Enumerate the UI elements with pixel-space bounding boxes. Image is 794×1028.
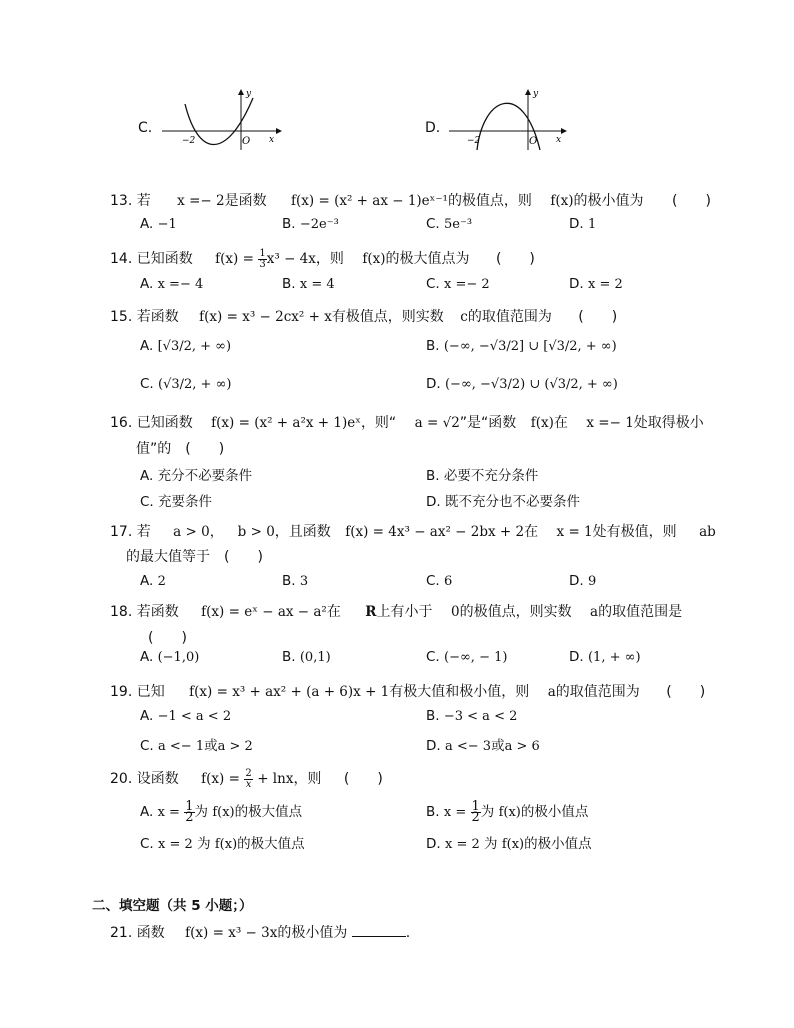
question-17: 17. 若 a > 0， b > 0，且函数 f(x) = 4x³ − ax² − 2bx + 2在 x = 1处有极值，则 ab (110, 524, 716, 540)
option-c-label: C. (138, 120, 153, 136)
question-18-cont: ( ) (148, 630, 187, 646)
q14-option-a[interactable]: A. x =− 4 (140, 276, 204, 292)
svg-text:O: O (529, 136, 538, 147)
q16-option-b[interactable]: B. 必要不充分条件 (426, 468, 539, 484)
question-16: 16. 已知函数 f(x) = (x² + a²x + 1)eˣ，则“ a = √2”是“函数 f(x)在 x =− 1处取得极小 (110, 415, 704, 431)
graph-c (158, 86, 283, 152)
q18-option-d[interactable]: D. (1, + ∞) (569, 649, 641, 665)
q19-option-d[interactable]: D. a <− 3或a > 6 (426, 738, 540, 754)
q18-option-b[interactable]: B. (0,1) (282, 649, 331, 665)
q17-option-a[interactable]: A. 2 (140, 573, 166, 589)
q15-option-b[interactable]: B. (−∞, −√3/2] ∪ [√3/2, + ∞) (426, 338, 617, 354)
question-19: 19. 已知 f(x) = x³ + ax² + (a + 6)x + 1有极大值和极小值，则 a的取值范围为 ( ) (110, 684, 706, 700)
q18-option-a[interactable]: A. (−1,0) (140, 649, 200, 665)
section-title-fill-in: 二、填空题（共 5 小题；） (92, 898, 253, 914)
q20-option-a[interactable]: A. x = $\frac{1}{2}$ 为 f(x)的极大值点 (140, 798, 303, 825)
q18-option-c[interactable]: C. (−∞, − 1) (426, 649, 508, 665)
q19-option-a[interactable]: A. −1 < a < 2 (140, 708, 232, 724)
svg-text:−2: −2 (182, 136, 196, 146)
q13-option-d[interactable]: D. 1 (569, 216, 597, 232)
answer-blank[interactable] (352, 924, 406, 937)
q20-option-d[interactable]: D. x = 2 为 f(x)的极小值点 (426, 836, 592, 852)
q14-option-c[interactable]: C. x =− 2 (426, 276, 490, 292)
q14-option-b[interactable]: B. x = 4 (282, 276, 335, 292)
q16-option-d[interactable]: D. 既不充分也不必要条件 (426, 494, 580, 510)
q17-option-b[interactable]: B. 3 (282, 573, 309, 589)
question-13: 13. 若 x =− 2是函数 f(x) = (x² + ax − 1)eˣ⁻¹的极值点，则 f(x)的极小值为 ( ) (110, 193, 711, 209)
svg-text:x: x (269, 135, 275, 145)
q19-option-c[interactable]: C. a <− 1或a > 2 (140, 738, 253, 754)
svg-text:y: y (246, 89, 252, 99)
svg-text:x: x (556, 135, 562, 145)
question-18: 18. 若函数 f(x) = eˣ − ax − a²在 R上有小于 0的极值点，则实数 a的取值范围是 (110, 604, 683, 620)
q13-option-b[interactable]: B. −2e⁻³ (282, 216, 339, 232)
q15-option-c[interactable]: C. (√3/2, + ∞) (140, 376, 232, 392)
question-16-cont: 值”的 ( ) (136, 441, 225, 457)
q15-option-a[interactable]: A. [√3/2, + ∞) (140, 338, 232, 354)
option-d-label: D. (425, 120, 441, 136)
q13-option-a[interactable]: A. −1 (140, 216, 177, 232)
q17-option-c[interactable]: C. 6 (426, 573, 453, 589)
question-21: 21. 函数 f(x) = x³ − 3x的极小值为 . (110, 925, 411, 941)
question-14: 14. 已知函数 f(x) = $\frac{1}{3}$ x³ − 4x，则 f(x)的极大值点为 ( ) (110, 247, 535, 270)
graph-d (445, 86, 570, 152)
question-17-cont: 的最大值等于 ( ) (126, 549, 263, 565)
q13-option-c[interactable]: C. 5e⁻³ (426, 216, 473, 232)
svg-text:O: O (242, 136, 251, 147)
question-15: 15. 若函数 f(x) = x³ − 2cx² + x有极值点，则实数 c的取值范围为 ( ) (110, 309, 618, 325)
q16-option-a[interactable]: A. 充分不必要条件 (140, 468, 253, 484)
q16-option-c[interactable]: C. 充要条件 (140, 494, 213, 510)
q20-option-b[interactable]: B. x = $\frac{1}{2}$ 为 f(x)的极小值点 (426, 798, 589, 825)
q14-option-d[interactable]: D. x = 2 (569, 276, 623, 292)
q19-option-b[interactable]: B. −3 < a < 2 (426, 708, 518, 724)
svg-text:y: y (533, 89, 539, 99)
svg-text:−2: −2 (467, 136, 481, 146)
q15-option-d[interactable]: D. (−∞, −√3/2) ∪ (√3/2, + ∞) (426, 376, 618, 392)
q17-option-d[interactable]: D. 9 (569, 573, 597, 589)
question-20: 20. 设函数 f(x) = $\frac{2}{x}$ + lnx，则 ( ) (110, 767, 383, 790)
q20-option-c[interactable]: C. x = 2 为 f(x)的极大值点 (140, 836, 305, 852)
